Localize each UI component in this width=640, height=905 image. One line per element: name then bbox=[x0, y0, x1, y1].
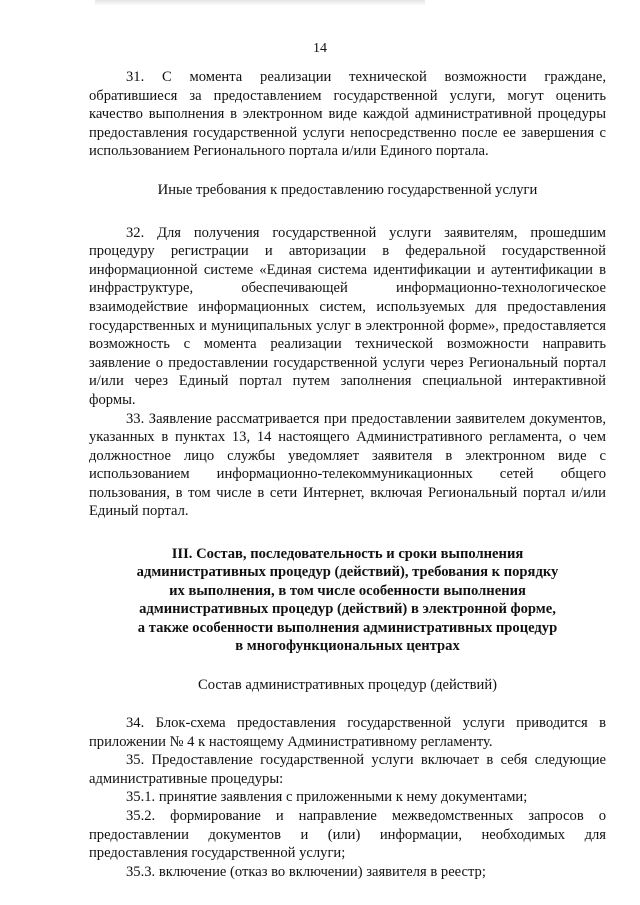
paragraph-31: 31. С момента реализации технической возможности граждане, обратившиеся за предоставлением государственной услуги, могут оценить качество выполнения в электронном виде каждой административной процедуры предоставления государственной услуги непосредственно после ее завершения с использованием Регионального портала и/или Единого портала. bbox=[89, 69, 606, 160]
paragraph-32: 32. Для получения государственной услуги заявителям, прошедшим процедуру регистрации и авторизации в федеральной государственной информационной системе «Единая система идентификации и аутентификации в инфраструктуре, обеспечивающей информационно-технологическое взаимодействие информационных систем, используемых для предоставления государственных и муниципальных услуг в электронной форме», предоставляется возможность с момента реализации технической возможности направить заявление о предоставлении государственной услуги через Региональный портал и/или через Единый портал путем заполнения специальной интерактивной формы. bbox=[89, 224, 606, 408]
section-3-heading-line: а также особенности выполнения административных процедур bbox=[137, 619, 558, 636]
section-3-heading bbox=[89, 545, 606, 655]
paragraph-33: 33. Заявление рассматривается при предоставлении заявителем документов, указанных в пунктах 13, 14 настоящего Административного регламента, о чем должностное лицо службы уведомляет заявителя в электронном виде с использованием информационно-телекоммуникационных сетей общего пользования, в том числе в сети Интернет, включая Региональный портал и/или Единый портал. bbox=[89, 410, 606, 520]
section-3-heading-line: административных процедур (действий) в электронной форме, bbox=[139, 601, 556, 618]
scan-shadow bbox=[95, 0, 425, 6]
section-3-heading-line: административных процедур (действий), требования к порядку bbox=[136, 564, 559, 581]
paragraph-35: 35. Предоставление государственной услуги включает в себя следующие административные процедуры: bbox=[89, 752, 606, 787]
paragraph-35-2: 35.2. формирование и направление межведомственных запросов о предоставлении документов и (или) информации, необходимых для предоставления государственной услуги; bbox=[89, 808, 606, 862]
page-number: 14 bbox=[313, 41, 327, 56]
section-3-heading-line: их выполнения, в том числе особенности выполнения bbox=[169, 582, 526, 599]
heading-composition: Состав административных процедур (действий) bbox=[197, 676, 498, 693]
page-content bbox=[89, 68, 606, 881]
paragraph-34: 34. Блок-схема предоставления государственной услуги приводится в приложении № 4 к настоящему Административному регламенту. bbox=[89, 715, 606, 750]
paragraph-35-3: 35.3. включение (отказ во включении) заявителя в реестр; bbox=[126, 863, 486, 880]
heading-other-requirements: Иные требования к предоставлению государственной услуги bbox=[157, 181, 538, 198]
paragraph-35-1: 35.1. принятие заявления с приложенными к нему документами; bbox=[126, 789, 528, 806]
section-3-heading-line: в многофункциональных центрах bbox=[235, 638, 460, 655]
section-3-heading-line: III. Состав, последовательность и сроки выполнения bbox=[171, 546, 524, 563]
